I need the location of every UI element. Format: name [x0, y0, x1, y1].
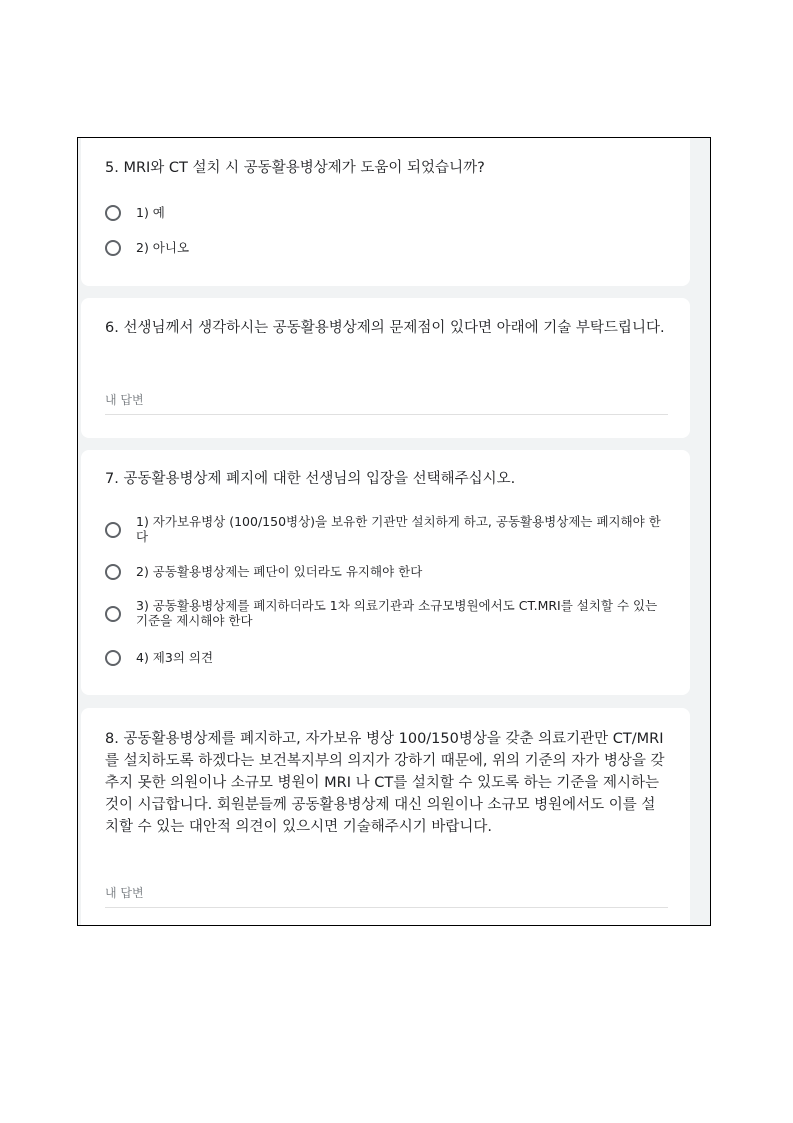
- radio-button[interactable]: [105, 564, 121, 580]
- question-card-8: [81, 708, 690, 926]
- question-card-7: [81, 450, 690, 695]
- answer-input[interactable]: 내 답변: [105, 391, 668, 415]
- radio-button[interactable]: [105, 240, 121, 256]
- radio-button[interactable]: [105, 650, 121, 666]
- radio-option-3[interactable]: [105, 598, 666, 628]
- question-card-6: [81, 298, 690, 438]
- radio-option-4[interactable]: [105, 650, 666, 666]
- option-label: 3) 공동활용병상제를 폐지하더라도 1차 의료기관과 소규모병원에서도 CT.MRI를 설치할 수 있는 기준을 제시해야 한다: [136, 598, 658, 628]
- answer-input[interactable]: 내 답변: [105, 884, 668, 908]
- question-card-5: [81, 137, 690, 286]
- question-title: 7. 공동활용병상제 폐지에 대한 선생님의 입장을 선택해주십시오.: [105, 471, 516, 487]
- question-title: 5. MRI와 CT 설치 시 공동활용병상제가 도움이 되었습니까?: [105, 160, 485, 176]
- option-label: 2) 아니오: [136, 240, 190, 255]
- radio-option-yes[interactable]: [105, 205, 666, 221]
- option-label: 1) 예: [136, 205, 165, 220]
- radio-button[interactable]: [105, 205, 121, 221]
- radio-option-2[interactable]: [105, 564, 666, 580]
- question-title: 6. 선생님께서 생각하시는 공동활용병상제의 문제점이 있다면 아래에 기술 부탁드립니다.: [105, 320, 665, 336]
- radio-option-1[interactable]: [105, 514, 666, 544]
- radio-option-no[interactable]: [105, 240, 666, 256]
- radio-button[interactable]: [105, 522, 121, 538]
- radio-button[interactable]: [105, 606, 121, 622]
- question-title: 8. 공동활용병상제를 폐지하고, 자가보유 병상 100/150병상을 갖춘 의료기관만 CT/MRI를 설치하도록 하겠다는 보건복지부의 의지가 강하기 때문에, 위의 기준의 자가 병상을 갖추지 못한 의원이나 소규모 병원이 MRI 나 CT를 설치할 수 있도록 하는 기준을 제시하는 것이 시급합니다. 회원분들께 공동활용병상제 대신 의원이나 소규모 병원에서도 이를 설치할 수 있는 대안적 의견이 있으시면 기술해주시기 바랍니다.: [105, 731, 665, 835]
- survey-form: [77, 137, 711, 926]
- option-label: 2) 공동활용병상제는 폐단이 있더라도 유지해야 한다: [136, 564, 423, 579]
- option-label: 1) 자가보유병상 (100/150병상)을 보유한 기관만 설치하게 하고, 공동활용병상제는 폐지해야 한다: [136, 514, 661, 544]
- option-label: 4) 제3의 의견: [136, 650, 214, 665]
